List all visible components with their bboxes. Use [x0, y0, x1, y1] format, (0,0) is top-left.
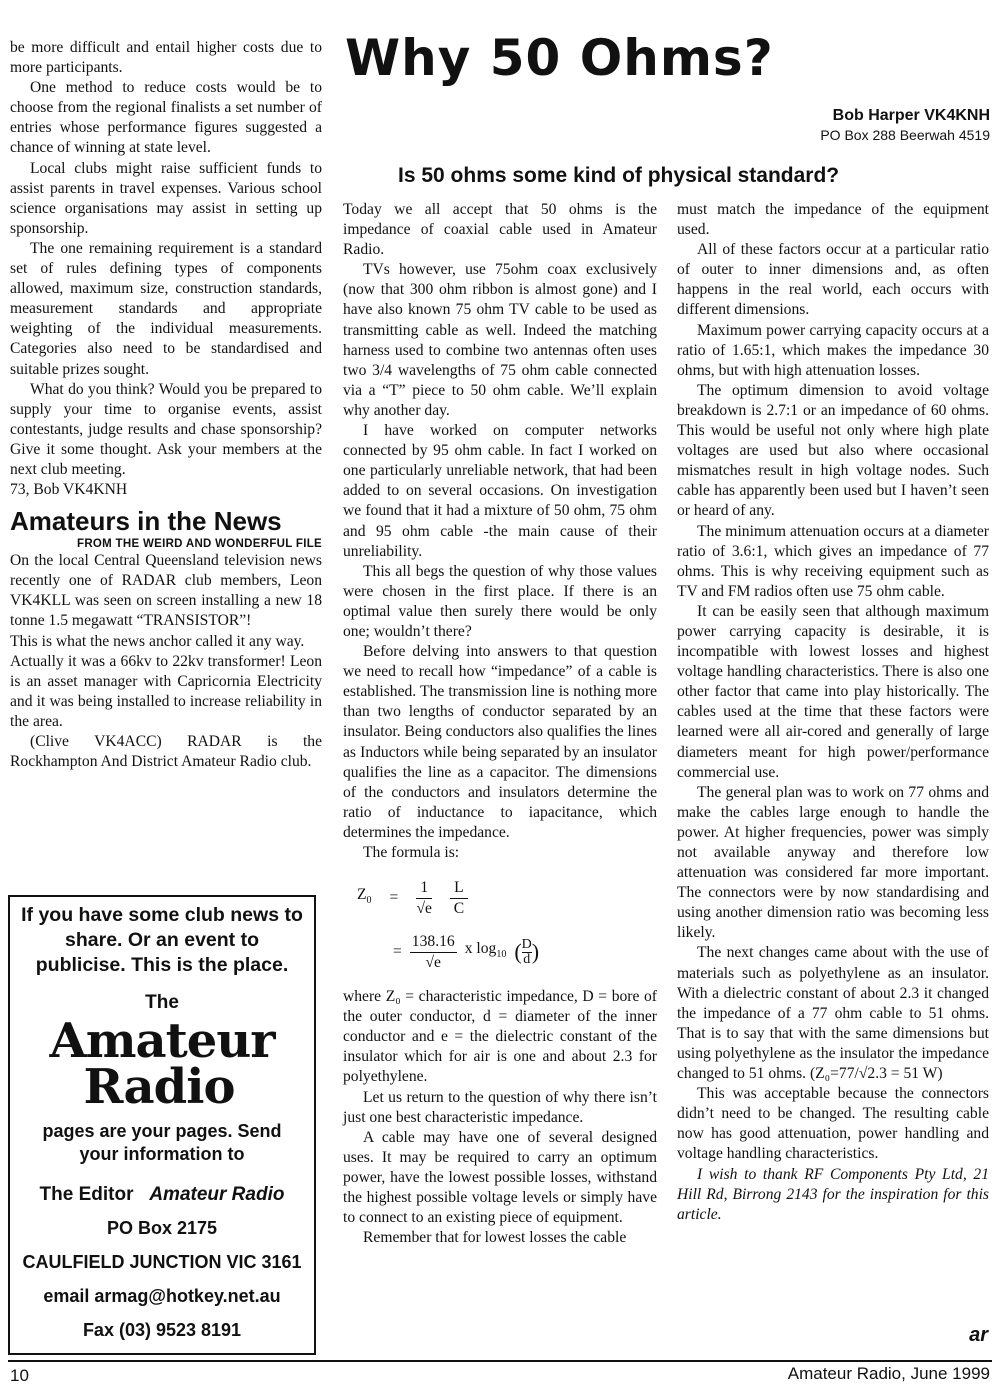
- article-column-2: [343, 200, 657, 1248]
- body-paragraph: TVs however, use 75ohm coax exclusively (now that 300 ohm ribbon is almost gone) and I have also known 75 ohm TV cable to be used as transmitting cable as well. Indeed the matching harness used to combine two antennas often uses two 3/4 wavelengths of 75 ohm cable connected via a “T” piece to 50 ohm cable. We’ll explain why another day.: [343, 261, 657, 419]
- body-paragraph: What do you think? Would you be prepared to supply your time to organise events, assist contestants, judge results and chase sponsorship? Give it some thought. Ask your members at the next club meeting.: [10, 380, 322, 478]
- body-paragraph: This was acceptable because the connectors didn’t need to be changed. The resulting cable now has good attenuation, power handling and voltage handling characteristics.: [677, 1085, 989, 1163]
- byline: [820, 106, 990, 144]
- body-paragraph: Before delving into answers to that question we need to recall how “impedance” of a cable is established. The transmission line is nothing more than two lengths of conductor separated by an insulator. Being conductors also qualifies the lines as Inductors while being separated by an insulator qualifies the line as a capacitor. The dimensions of the conductors and insulators determine the ratio of inductance to iapacitance, which determines the impedance.: [343, 643, 657, 841]
- body-paragraph: Let us return to the question of why there isn’t just one best characteristic impedance.: [343, 1088, 657, 1126]
- footer-title: Amateur Radio, June 1999: [787, 1364, 990, 1383]
- formula-fraction-1: $\frac{1}{√e}$: [416, 878, 432, 917]
- body-paragraph: Local clubs might raise sufficient funds to assist parents in travel expenses. Various school science organisations may assist in setting up sponsorship.: [10, 159, 322, 237]
- footer-rule: [8, 1360, 992, 1362]
- ad-fax: Fax (03) 9523 8191: [82, 1320, 242, 1340]
- body-paragraph: The one remaining requirement is a standard set of rules defining types of components allowed, maximum size, construction standards, measurement standards and appropriate weighting of the individual measurements. Categories also need to be standardised and suitable prizes sought.: [10, 239, 322, 378]
- news-paragraph: Actually it was a 66kv to 22kv transformer! Leon is an asset manager with Capricornia Electricity and it was being installed to increase reliability in the area.: [10, 652, 322, 730]
- body-paragraph: This all begs the question of why those values were chosen in the first place. If there is an optimal value then surely there would be only one; wouldn’t there?: [343, 562, 657, 640]
- body-paragraph: All of these factors occur at a particular ratio of outer to inner dimensions and, as often happens in the real world, each occurs with different dimensions.: [677, 241, 989, 319]
- body-paragraph: where Z₀ = characteristic impedance, D = bore of the outer conductor, d = diameter of the inner conductor and e = the dielectric constant of the insulator which for air is one and about 2.3 for polyethylene.: [343, 988, 657, 1086]
- formula-fraction-const: $\frac{138.16}{√e}$: [411, 932, 455, 971]
- formula-lhs: $Z_0$: [357, 886, 372, 907]
- body-paragraph: I have worked on computer networks connected by 95 ohm cable. In fact I worked on one particularly unreliable network, that had been added to on several occasions. On investigation we found that it had a mixture of 50 ohm, 75 ohm and 95 ohm cable -the main cause of their unreliability.: [343, 422, 657, 560]
- body-paragraph: The formula is:: [363, 844, 460, 861]
- article-title: Why 50 Ohms?: [345, 29, 774, 87]
- amateur-radio-logo: [10, 1013, 314, 1115]
- ad-email[interactable]: email armag@hotkey.net.au: [43, 1286, 281, 1306]
- body-paragraph: It can be easily seen that although maximum power carrying capacity is desirable, it is incompatible with lowest losses and highest voltage handling characteristics. There is also one other factor that came into play historically. The cables used at the time that these factors were learned were all air-cored and generally of large diameters meant for high power/performance commercial use.: [677, 602, 989, 781]
- article-subtitle: Is 50 ohms some kind of physical standard?: [398, 164, 840, 187]
- news-paragraph: On the local Central Queensland television news recently one of RADAR club members, Leon VK4KLL was seen on screen installing a new 18 tonne 1.5 megawatt “TRANSISTOR”!: [10, 552, 322, 630]
- impedance-formula: [343, 869, 657, 977]
- body-paragraph: The next changes came about with the use of materials such as polyethylene as an insulator. With a dielectric constant of about 2.3 it changed the impedance of a 77 ohm cable to 51 ohms. That is to say that with the same dimensions but using polyethylene as the insulator the impedance changed to 51 ohms. (Z₀=77/√2.3 = 51 W): [677, 944, 989, 1083]
- logo-word-amateur: Amateur: [49, 1013, 275, 1069]
- body-paragraph: The minimum attenuation occurs at a diameter ratio of 3.6:1, which gives an impedance of 77 ohms. This is why receiving equipment such as TV and FM radios often use 75 ohm cable.: [677, 522, 989, 600]
- body-paragraph: One method to reduce costs would be to choose from the regional finalists a set number of entries whose performance figures suggested a chance of winning at state level.: [10, 79, 322, 157]
- news-heading: Amateurs in the News: [10, 506, 282, 537]
- body-paragraph: Maximum power carrying capacity occurs at a ratio of 1.65:1, which makes the impedance 30 ohms, but with high attenuation losses.: [677, 321, 989, 379]
- page-number: 10: [10, 1366, 29, 1385]
- acknowledgement: I wish to thank RF Components Pty Ltd, 21 Hill Rd, Birrong 2143 for the inspiration for this article.: [677, 1165, 989, 1223]
- ad-tagline: pages are your pages. Send your information to: [42, 1121, 282, 1164]
- body-paragraph: be more difficult and entail higher costs due to more participants.: [10, 39, 322, 77]
- logo-word-radio: Radio: [83, 1059, 235, 1115]
- news-paragraph: (Clive VK4ACC) RADAR is the Rockhampton And District Amateur Radio club.: [10, 733, 322, 771]
- author-name: Bob Harper VK4KNH: [832, 107, 990, 124]
- ad-city: CAULFIELD JUNCTION VIC 3161: [22, 1252, 302, 1272]
- body-paragraph: must match the impedance of the equipment used.: [677, 201, 989, 239]
- club-news-ad-box: [8, 895, 316, 1355]
- ad-editor-label: The Editor: [39, 1184, 134, 1205]
- signature-line: 73, Bob VK4KNH: [10, 481, 128, 499]
- formula-equals-2: =: [393, 943, 402, 961]
- body-paragraph: A cable may have one of several designed uses. It may be required to carry an optimum power, have the lowest possible losses, withstand the highest possible voltage levels or simply have to connect to an existing piece of equipment.: [343, 1128, 657, 1227]
- author-address: PO Box 288 Beerwah 4519: [820, 127, 990, 143]
- body-paragraph: The optimum dimension to avoid voltage breakdown is 2.7:1 or an impedance of 60 ohms. This would be useful not only where high plate voltages are used but also where occasional mismatches result in high voltage nodes. Such cable has apparently been used but I haven’t seen or heard of any.: [677, 381, 989, 520]
- ad-editor-line: [10, 1184, 314, 1206]
- body-paragraph: The general plan was to work on 77 ohms and make the cables large enough to handle the power. At higher frequencies, power was simply not available anyway and therefore low attenuation was considered far more important. The connectors were by now standardising and using another dimension ratio was becoming less likely.: [677, 783, 989, 942]
- ad-logo-the: The: [145, 992, 179, 1013]
- ad-headline: If you have some club news to share. Or an event to publicise. This is the place.: [21, 904, 303, 976]
- end-mark: ar: [969, 1324, 988, 1346]
- formula-fraction-lc: L C: [450, 878, 468, 919]
- body-paragraph: Remember that for lowest losses the cable: [363, 1229, 627, 1247]
- news-paragraph: This is what the news anchor called it any way.: [10, 632, 305, 650]
- body-paragraph: Today we all accept that 50 ohms is the impedance of coaxial cable used in Amateur Radio.: [343, 201, 657, 259]
- ad-editor-magazine: Amateur Radio: [149, 1184, 285, 1205]
- formula-log: x $\log_{10}$: [464, 940, 507, 961]
- formula-equals: =: [389, 889, 399, 907]
- news-kicker: FROM THE WEIRD AND WONDERFUL FILE: [77, 538, 322, 551]
- formula-ratio-dd: ( D d ): [514, 936, 540, 967]
- left-column: [10, 38, 322, 772]
- article-column-3: [677, 200, 989, 1225]
- ad-po-box: PO Box 2175: [106, 1218, 218, 1238]
